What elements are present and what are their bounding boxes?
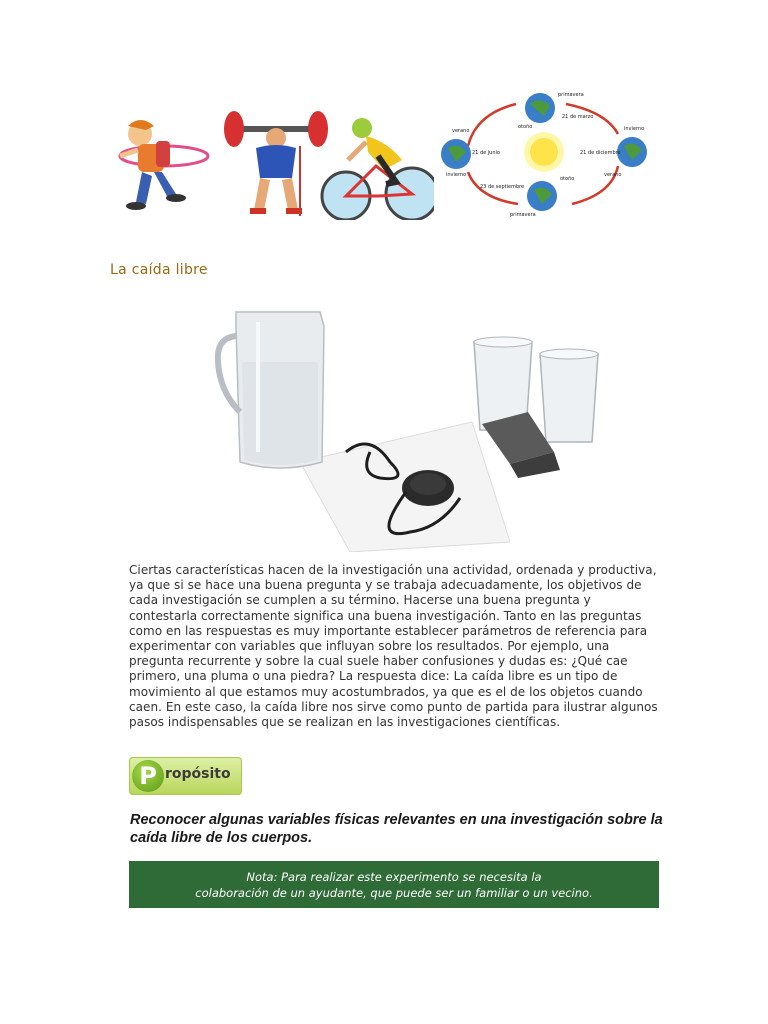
label-21-junio: 21 de junio bbox=[472, 150, 500, 156]
label-primavera-top: primavera bbox=[558, 92, 584, 98]
label-invierno-right: invierno bbox=[624, 126, 645, 132]
weightlifter-illustration bbox=[224, 111, 328, 216]
label-primavera-bottom: primavera bbox=[510, 212, 536, 218]
purpose-badge bbox=[129, 757, 242, 795]
label-21-diciembre: 21 de diciembre bbox=[580, 150, 621, 156]
purpose-statement: Reconocer algunas variables físicas relevantes en una investigación sobre la caída libre de los cuerpos. bbox=[130, 812, 663, 846]
label-23-septiembre: 23 de septiembre bbox=[480, 184, 525, 190]
note-line-2: colaboración de un ayudante, que puede ser un familiar o un vecino. bbox=[195, 886, 593, 900]
seasons-orbit-diagram bbox=[434, 86, 652, 220]
label-otono-bottom: otoño bbox=[560, 176, 575, 182]
label-21-marzo: 21 de marzo bbox=[562, 114, 594, 120]
purpose-letter-circle: P bbox=[132, 760, 164, 792]
cyclist-illustration bbox=[322, 118, 438, 220]
glass-pitcher bbox=[218, 312, 324, 468]
experiment-materials-photo bbox=[210, 302, 610, 552]
label-verano-left: verano bbox=[452, 128, 470, 134]
purpose-badge-label: ropósito bbox=[165, 766, 231, 782]
hula-hoop-kid-illustration bbox=[120, 120, 208, 210]
section-title: La caída libre bbox=[110, 262, 208, 278]
body-paragraph: Ciertas características hacen de la investigación una actividad, ordenada y productiva, ya que si se hace una buena pregunta y se trabaja adecuadamente, los objetivos de cada investigación se cumplen a su término. Hacerse una buena pregunta y contestarla correctamente significa una buena investigación. Tanto en las preguntas como en las respuestas es muy importante establecer parámetros de referencia para experimentar con variables que influyan sobre los resultados. Por ejemplo, una pregunta recurrente y sobre la cual suele haber confusiones y dudas es: ¿Qué cae primero, una pluma o una piedra? La respuesta dice: La caída libre es un tipo de movimiento al que estamos muy acostumbrados, ya que es el de los objetos cuando caen. En este caso, la caída libre nos sirve como punto de partida para ilustrar algunos pasos indispensables que se realizan en las investigaciones científicas. bbox=[129, 563, 658, 730]
label-otono-top: otoño bbox=[518, 124, 533, 130]
banner-illustration bbox=[116, 86, 652, 220]
label-verano-right: verano bbox=[604, 172, 622, 178]
note-box bbox=[129, 861, 659, 908]
drinking-glass bbox=[540, 349, 598, 442]
note-line-1: Nota: Para realizar este experimento se necesita la bbox=[246, 870, 542, 884]
label-invierno-left: invierno bbox=[446, 172, 467, 178]
